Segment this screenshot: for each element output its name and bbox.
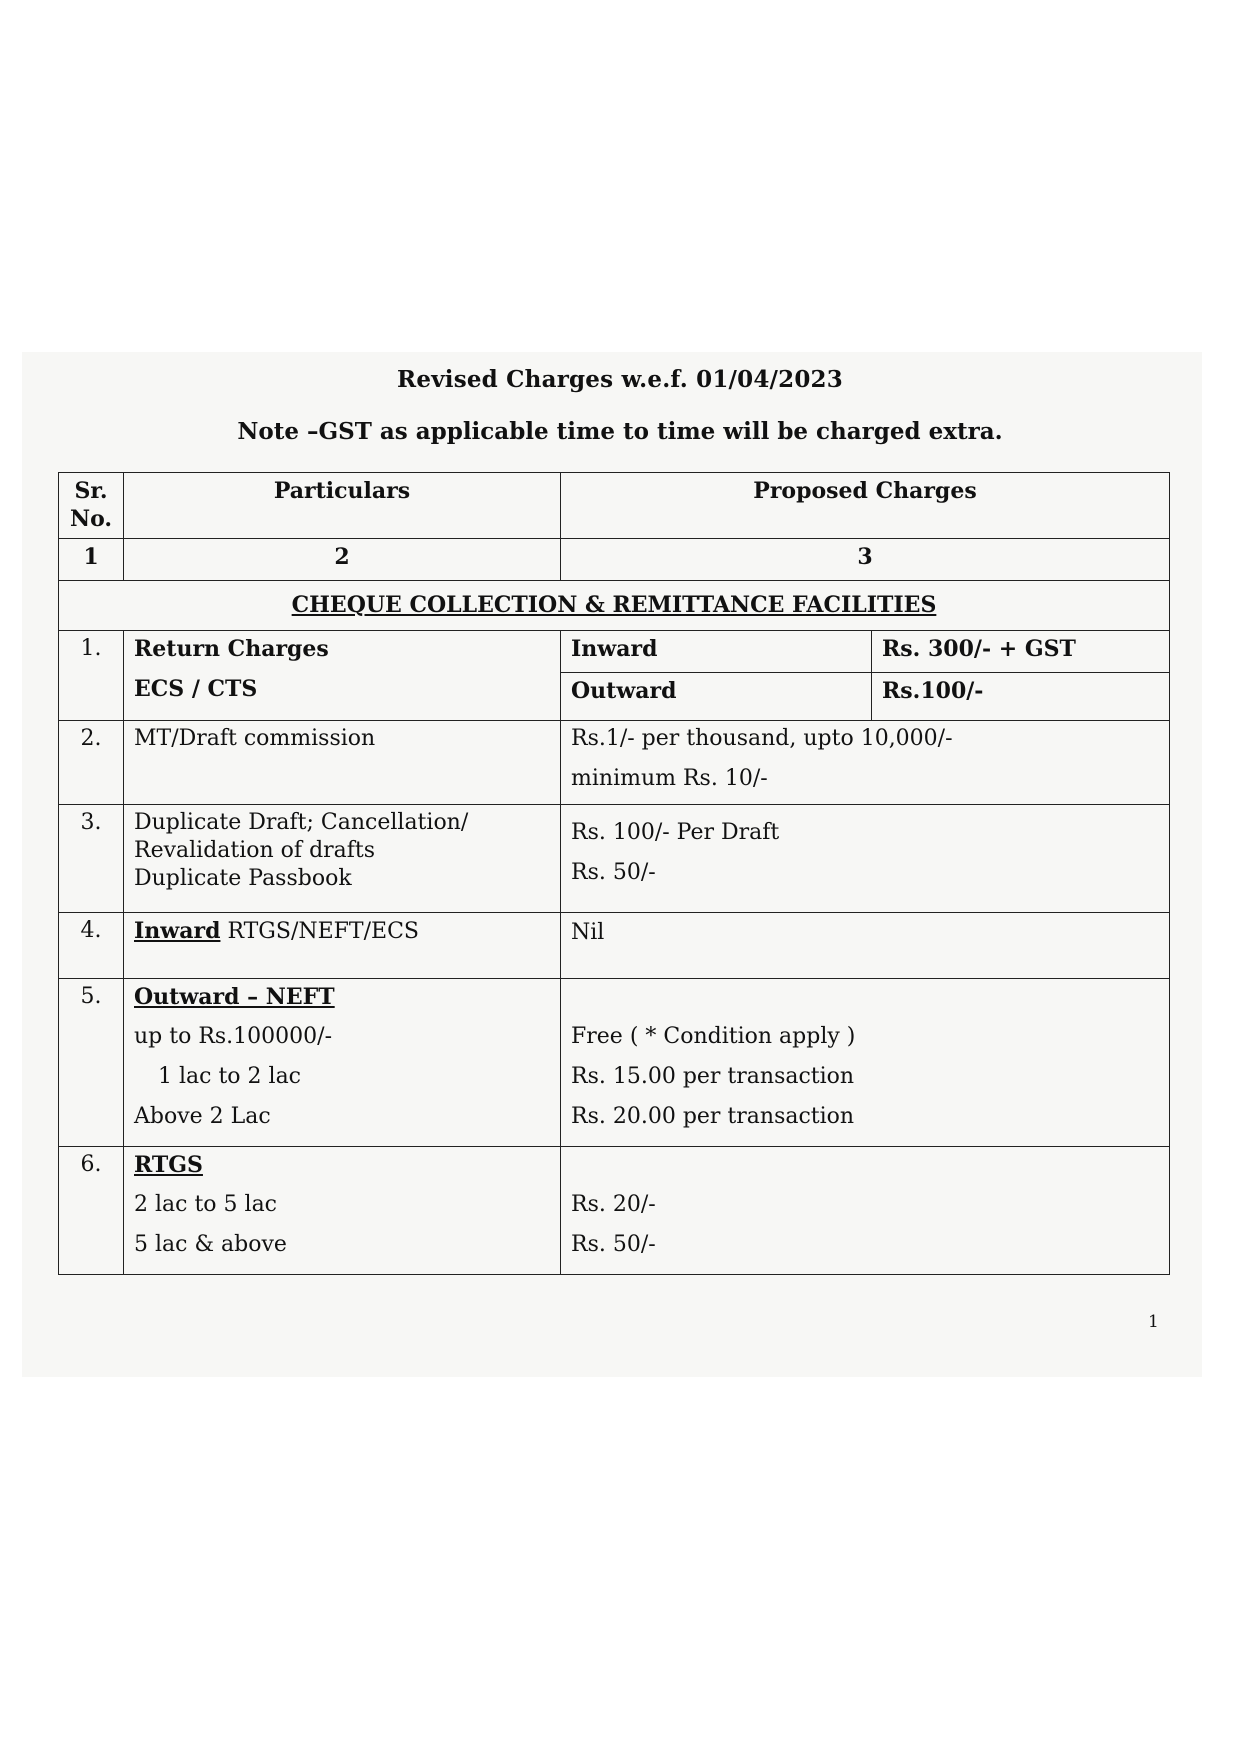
- row-3-sr: 3.: [59, 805, 124, 913]
- row-5-charges: [561, 979, 1170, 1147]
- header-sr-line-1: Sr.: [74, 478, 108, 504]
- column-number-2: 2: [124, 539, 561, 581]
- row-4-charges: [561, 913, 1170, 979]
- rtgs-slab-2: 5 lac & above: [134, 1232, 287, 1257]
- column-number-1: 1: [59, 539, 124, 581]
- row-3-particulars: [124, 805, 561, 913]
- neft-slab-3: Above 2 Lac: [134, 1104, 271, 1129]
- return-charges-label: Return Charges: [134, 636, 329, 662]
- rtgs-charge-1: Rs. 20/-: [571, 1192, 656, 1217]
- neft-charge-1: Free ( * Condition apply ): [571, 1024, 856, 1049]
- page-number: 1: [1148, 1312, 1159, 1332]
- row-2-particulars: MT/Draft commission: [124, 721, 561, 805]
- row-4-sr: 4.: [59, 913, 124, 979]
- gst-note: Note –GST as applicable time to time will be charged extra.: [237, 418, 1003, 445]
- row-2-sr: 2.: [59, 721, 124, 805]
- duplicate-draft-label: Duplicate Draft; Cancellation/: [134, 810, 469, 835]
- table-row: [59, 913, 1170, 979]
- outward-label: Outward: [561, 673, 872, 721]
- rtgs-heading: RTGS: [134, 1152, 203, 1178]
- duplicate-passbook-charge: Rs. 50/-: [571, 860, 656, 885]
- outward-charge: Rs.100/-: [872, 673, 1170, 721]
- draft-commission-rate: Rs.1/- per thousand, upto 10,000/-: [571, 726, 953, 751]
- table-row: [59, 1147, 1170, 1275]
- row-6-charges: [561, 1147, 1170, 1275]
- section-title: CHEQUE COLLECTION & REMITTANCE FACILITIES: [291, 591, 937, 618]
- inward-rtgs-charge: Nil: [571, 920, 605, 945]
- inward-rtgs-neft-ecs: RTGS/NEFT/ECS: [220, 919, 419, 944]
- rtgs-charge-2: Rs. 50/-: [571, 1232, 656, 1257]
- inward-charge: Rs. 300/- + GST: [872, 631, 1170, 673]
- neft-charge-3: Rs. 20.00 per transaction: [571, 1104, 855, 1129]
- row-5-particulars: [124, 979, 561, 1147]
- row-1-sr: 1.: [59, 631, 124, 721]
- table-row: [59, 721, 1170, 805]
- neft-slab-1: up to Rs.100000/-: [134, 1024, 332, 1049]
- draft-commission-minimum: minimum Rs. 10/-: [571, 766, 768, 791]
- neft-charge-2: Rs. 15.00 per transaction: [571, 1064, 855, 1089]
- duplicate-passbook-label: Duplicate Passbook: [134, 866, 352, 891]
- row-6-sr: 6.: [59, 1147, 124, 1275]
- row-2-charges: [561, 721, 1170, 805]
- ecs-cts-label: ECS / CTS: [134, 676, 258, 702]
- column-number-3: 3: [561, 539, 1170, 581]
- inward-label: Inward: [561, 631, 872, 673]
- header-sr-line-2: No.: [69, 506, 113, 532]
- revalidation-label: Revalidation of drafts: [134, 838, 376, 863]
- neft-slab-2: 1 lac to 2 lac: [158, 1064, 301, 1089]
- section-title-cell: [59, 581, 1170, 631]
- row-4-particulars: [124, 913, 561, 979]
- section-row: [59, 581, 1170, 631]
- row-1-particulars: [124, 631, 561, 721]
- header-sr-no: [59, 473, 124, 539]
- table-row: [59, 979, 1170, 1147]
- document-title: Revised Charges w.e.f. 01/04/2023: [397, 366, 843, 393]
- header-proposed-charges: Proposed Charges: [561, 473, 1170, 539]
- rtgs-slab-1: 2 lac to 5 lac: [134, 1192, 277, 1217]
- charges-table: [58, 472, 1170, 1275]
- row-5-sr: 5.: [59, 979, 124, 1147]
- table-row: [59, 631, 1170, 673]
- inward-heading: Inward: [134, 918, 221, 944]
- column-number-row: [59, 539, 1170, 581]
- row-3-charges: [561, 805, 1170, 913]
- outward-neft-heading: Outward – NEFT: [134, 984, 335, 1010]
- table-header-row: [59, 473, 1170, 539]
- row-6-particulars: [124, 1147, 561, 1275]
- table-row: [59, 805, 1170, 913]
- duplicate-draft-charge: Rs. 100/- Per Draft: [571, 820, 780, 845]
- header-particulars: Particulars: [124, 473, 561, 539]
